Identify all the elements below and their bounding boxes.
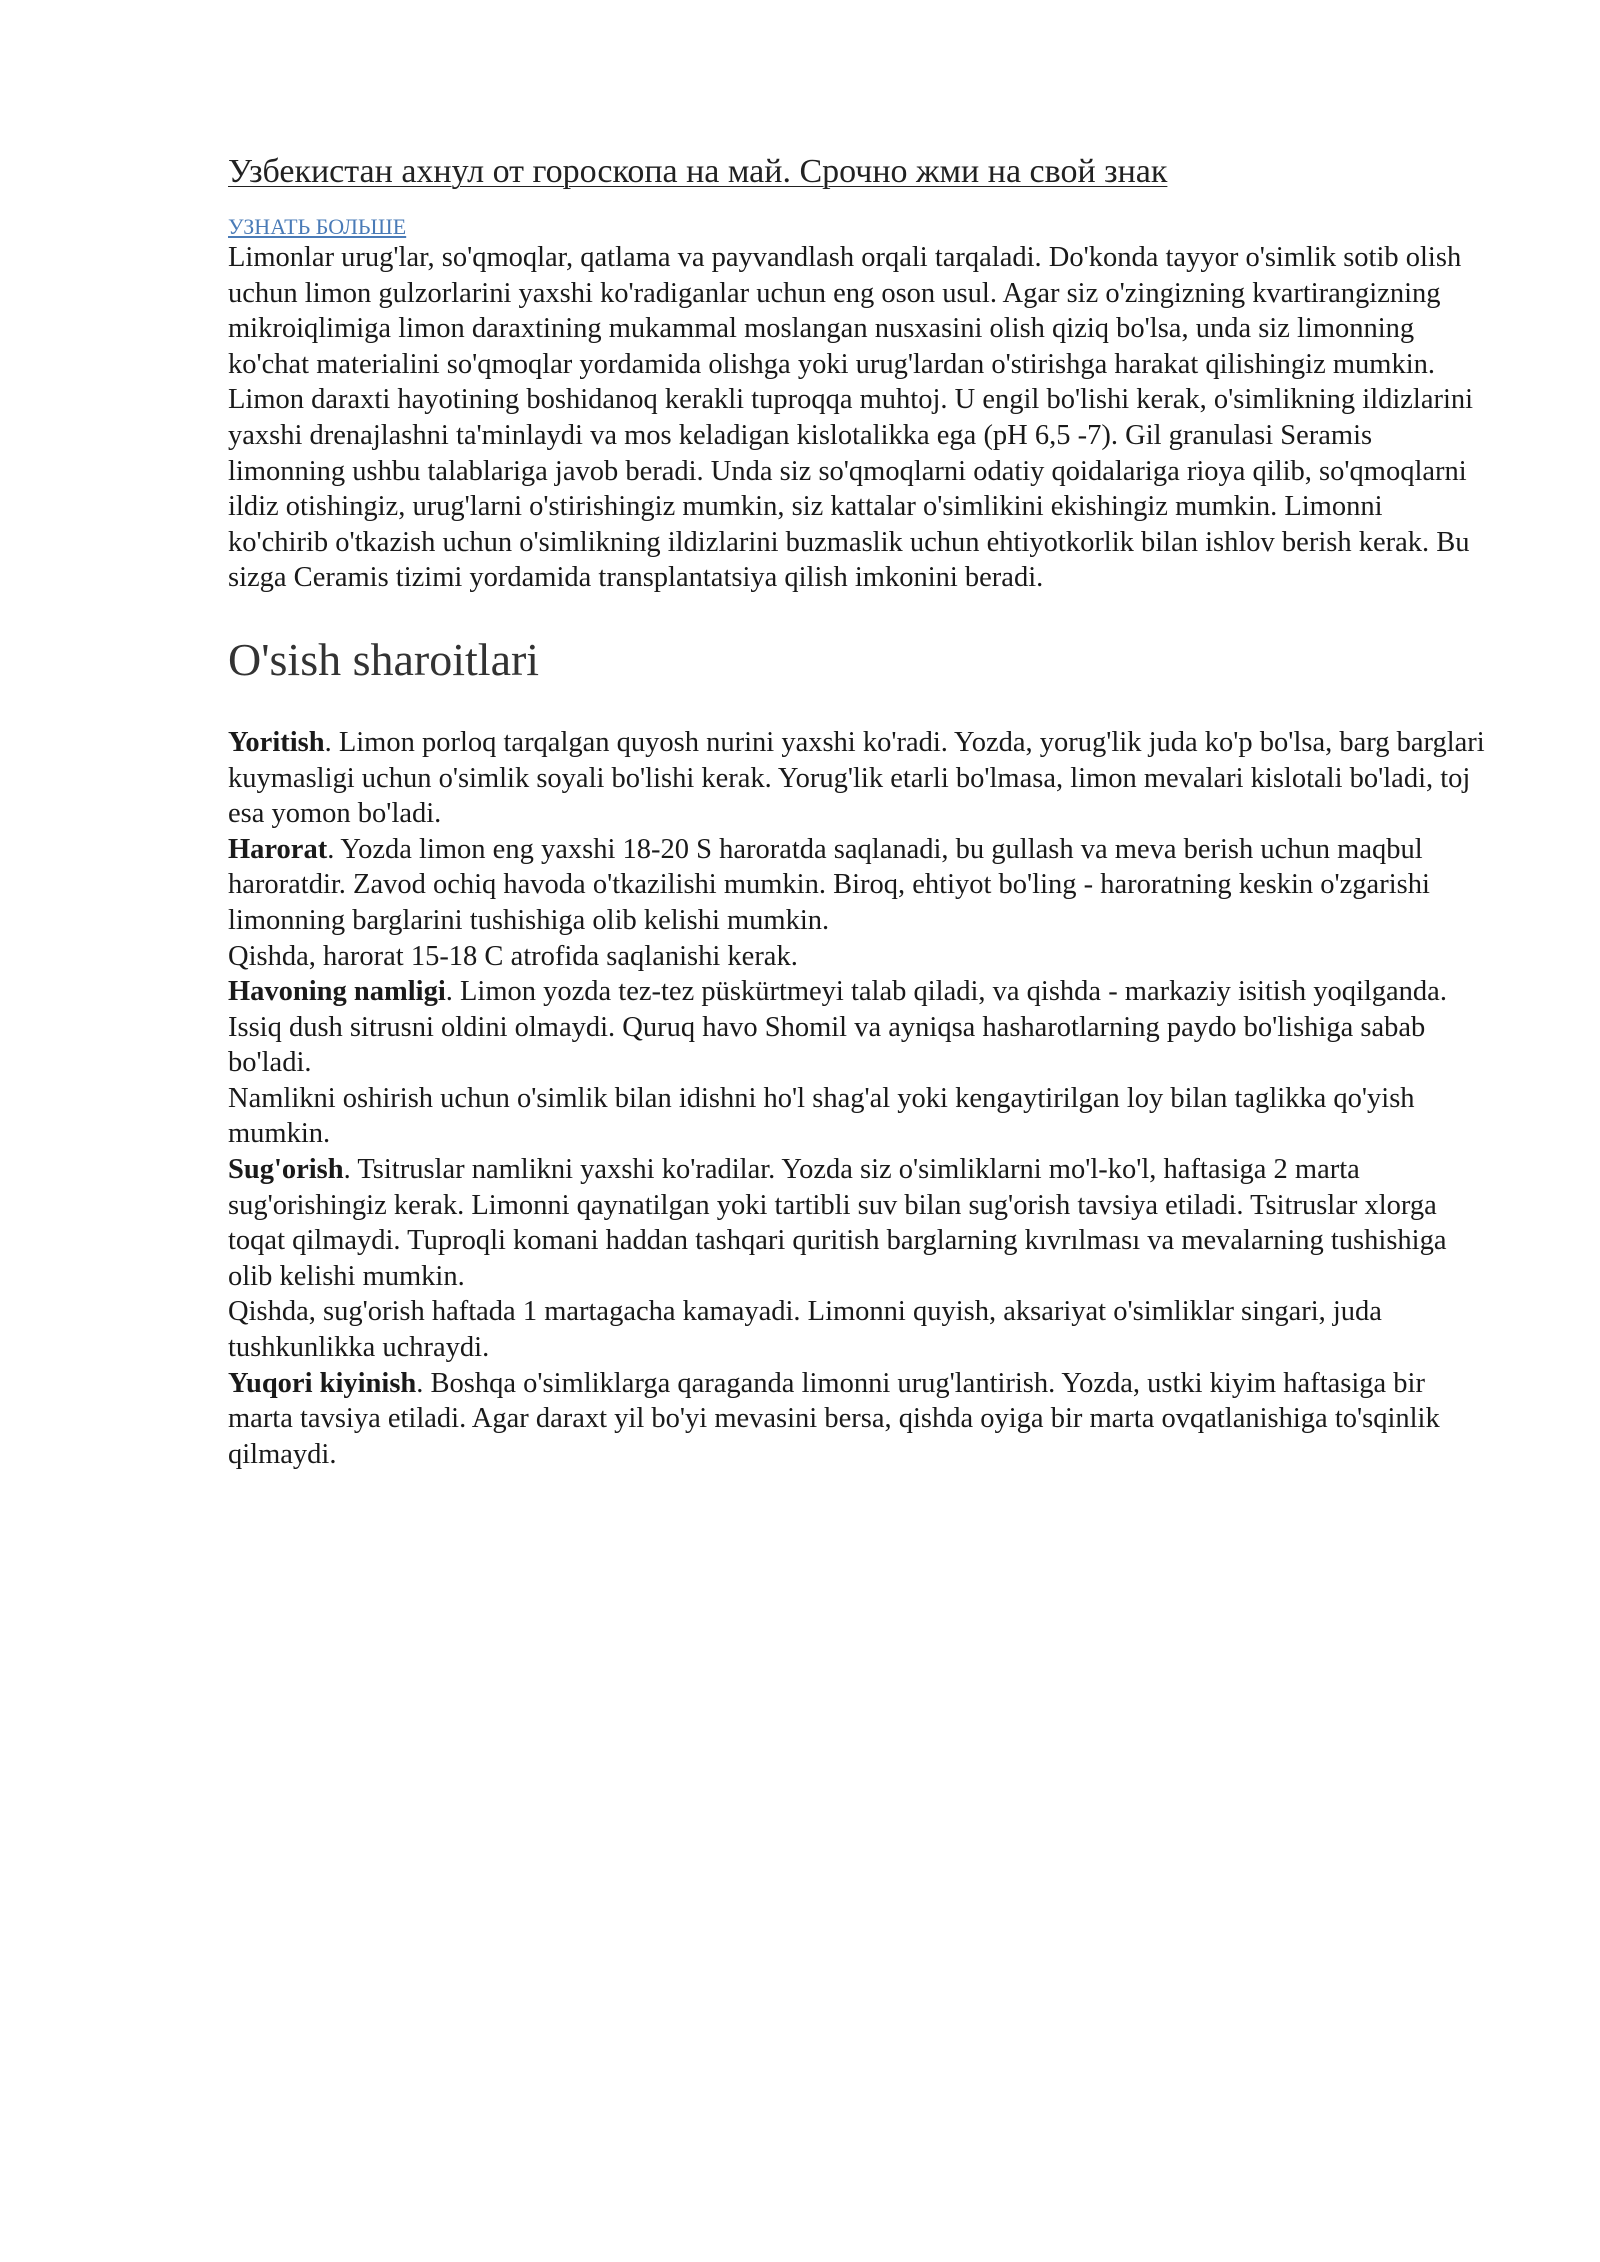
feeding-paragraph — [228, 1366, 1488, 1473]
intro-paragraph: Limonlar urug'lar, so'qmoqlar, qatlama va payvandlash orqali tarqaladi. Do'konda tayyor o'simlik sotib olish uchun limon gulzorlarini yaxshi ko'radiganlar uchun eng oson usul. Agar siz o'zingizning kvartirangizning mikroiqlimiga limon daraxtining mukammal moslangan nusxasini olish qiziq bo'lsa, unda siz limonning ko'chat materialini so'qmoqlar yordamida olishga yoki urug'lardan o'stirishga harakat qilishingiz mumkin. Limon daraxti hayotining boshidanoq kerakli tuproqqa muhtoj. U engil bo'lishi kerak, o'simlikning ildizlarini yaxshi drenajlashni ta'minlaydi va mos keladigan kislotalikka ega (pH 6,5 -7). Gil granulasi Seramis limonning ushbu talablariga javob beradi. Unda siz so'qmoqlarni odatiy qoidalariga rioya qilib, so'qmoqlarni ildiz otishingiz, urug'larni o'stirishingiz mumkin, siz kattalar o'simlikini ekishingiz mumkin. Limonni ko'chirib o'tkazish uchun o'simlikning ildizlarini buzmaslik uchun ehtiyotkorlik bilan ishlov berish kerak. Bu sizga Ceramis tizimi yordamida transplantatsiya qilish imkonini beradi. — [228, 242, 1474, 594]
section-heading: O'sish sharoitlari — [228, 633, 540, 685]
temperature-paragraph — [228, 832, 1488, 939]
document-page — [228, 150, 1488, 1472]
ad-headline-link[interactable]: Узбекистан ахнул от гороскопа на май. Срочно жми на свой знак — [228, 153, 1168, 190]
learn-more-link[interactable]: УЗНАТЬ БОЛЬШЕ — [228, 214, 407, 239]
watering-text: . Tsitruslar namlikni yaxshi ko'radilar. Yozda siz o'simliklarni mo'l-ko'l, haftasiga 2 marta sug'orishingiz kerak. Limonni qaynatilgan yoki tartibli suv bilan sug'orish tavsiya etiladi. Tsitruslar xlorga toqat qilmaydi. Tuproqli komani haddan tashqari quritish barglarning kıvrılması va mevalarning tushishiga olib kelishi mumkin. — [228, 1154, 1447, 1292]
temperature-text: . Yozda limon eng yaxshi 18-20 S haroratda saqlanadi, bu gullash va meva berish uchun maqbul haroratdir. Zavod ochiq havoda o'tkazilishi mumkin. Biroq, ehtiyot bo'ling - haroratning keskin o'zgarishi limonning barglarini tushishiga olib kelishi mumkin. — [228, 833, 1430, 936]
humidity-paragraph — [228, 974, 1488, 1010]
humidity-shower-paragraph: Issiq dush sitrusni oldini olmaydi. Quruq havo Shomil va ayniqsa hasharotlarning paydo bo'lishiga sabab bo'ladi. — [228, 1011, 1426, 1079]
feeding-term: Yuqori kiyinish — [228, 1367, 417, 1399]
humidity-text: . Limon yozda tez-tez püskürtmeyi talab qiladi, va qishda - markaziy isitish yoqilganda. — [445, 976, 1447, 1008]
watering-term: Sug'orish — [228, 1154, 344, 1186]
humidity-tray-paragraph: Namlikni oshirish uchun o'simlik bilan idishni ho'l shag'al yoki kengaytirilgan loy bilan taglikka qo'yish mumkin. — [228, 1082, 1415, 1150]
feeding-text: . Boshqa o'simliklarga qaraganda limonni urug'lantirish. Yozda, ustki kiyim haftasiga bir marta tavsiya etiladi. Agar daraxt yil bo'yi mevasini bersa, qishda oyiga bir marta ovqatlanishiga to'sqinlik qilmaydi. — [228, 1367, 1440, 1470]
temperature-winter-paragraph: Qishda, harorat 15-18 C atrofida saqlanishi kerak. — [228, 940, 798, 972]
humidity-term: Havoning namligi — [228, 976, 446, 1008]
lighting-paragraph — [228, 725, 1488, 832]
watering-winter-paragraph: Qishda, sug'orish haftada 1 martagacha kamayadi. Limonni quyish, aksariyat o'simliklar singari, juda tushkunlikka uchraydi. — [228, 1296, 1382, 1364]
lighting-text: . Limon porloq tarqalgan quyosh nurini yaxshi ko'radi. Yozda, yorug'lik juda ko'p bo'lsa, barg barglari kuymasligi uchun o'simlik soyali bo'lishi kerak. Yorug'lik etarli bo'lmasa, limon mevalari kislotali bo'ladi, toj esa yomon bo'ladi. — [228, 726, 1485, 830]
lighting-term: Yoritish — [228, 726, 325, 758]
watering-paragraph — [228, 1152, 1488, 1294]
temperature-term: Harorat — [228, 833, 328, 865]
